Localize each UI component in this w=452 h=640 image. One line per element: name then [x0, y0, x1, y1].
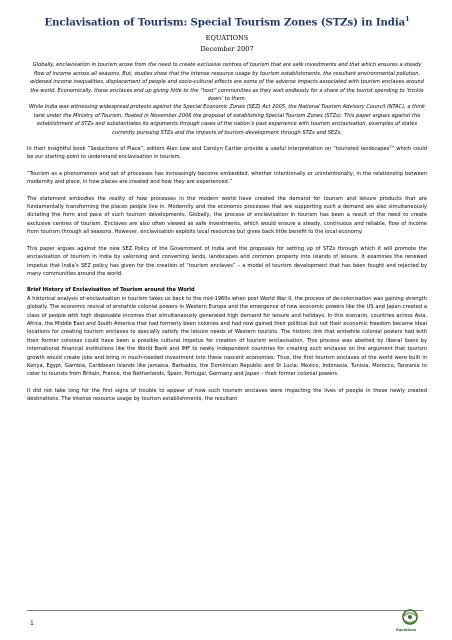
quote-paragraph: “Tourism as a phenomenon and set of processes has increasingly become embedded, whether intentionally or unintentionally, in the relationship between modernity and place, in how places are created and how they are experienced.” — [27, 170, 427, 186]
body-text — [27, 145, 427, 404]
logo-text: Equations — [396, 628, 417, 632]
document-title: Enclavisation of Tourism: Special Tourism Zones (STZs) in India$^1$ — [44, 15, 410, 29]
paragraph: The statement embodies the reality of how processes in the modern world have created the demand for tourism and leisure products that are fundamentally transforming the places people live in. Modernity and the economic processes that are supporting such a demand are also simultaneously dictating the form and pace of such tourism developments. Globally, the process of enclavisation in tourism has been a result of the need to create exclusive centres of tourism. Enclaves are also often viewed as safe investments, which would ensure a steady, continuous and reliable, flow of income from tourism through all seasons. However, enclavisation exploits local resources but gives back little benefit to the local economy. — [27, 195, 427, 236]
title-footnote-marker: 1 — [405, 15, 410, 23]
paragraph: This paper argues against the new SEZ Policy of the Government of India and the proposals for setting up of STZs through which it will promote the enclavisation of tourism in India by valorising and converting lands, landscapes and common property into islands of leisure. It examines the renewed impetus that India’s SEZ policy has given for the creation of “tourism enclaves” – a model of tourism development that has been fought and rejected by many communities around the world. — [27, 245, 427, 277]
abstract-paragraph: Globally, enclavisation in tourism arose from the need to create exclusive centres of tourism that are safe investments and that which ensures a steady flow of income across all seasons. But, studies show that the intense resource usage by tourism establishments, the resultant environmental pollution, widened income inequalities, displacement of people and socio-cultural effects are some of the adverse impacts associated with tourism enclaves around the world. Economically, these enclaves end up giving little to the “host” communities as they wait endlessly for a share of the tourist spending to ‘trickle down’ to them. — [30, 62, 424, 103]
paragraph: In their insightful book “Seductions of Place”, editors Alan Lew and Carolyn Cartier provide a useful interpretation on “touristed landscapes$^2$” which could be our starting point to understand enclavisation in tourism. — [27, 143, 427, 161]
abstract — [27, 61, 427, 137]
byline — [27, 33, 427, 55]
footer-divider — [27, 610, 423, 611]
page-number: 1 — [30, 620, 34, 627]
document-page — [27, 15, 427, 412]
equations-logo-icon — [394, 607, 426, 637]
date: December 2007 — [200, 45, 254, 54]
footnote-marker: 2 — [389, 143, 392, 149]
paragraph: It did not take long for the first signs of trouble to appear of how such tourism enclaves were impacting the lives of people in these newly created destinations. The intense resource usage by tourism establishments, the resultant — [27, 387, 427, 403]
section-heading: Brief History of Enclavisation of Tourism around the World — [27, 287, 195, 294]
author: EQUATIONS — [205, 34, 249, 43]
paragraph: A historical analysis of enclavisation in tourism takes us back to the mid-1960s when post World War II, the process of de-colonisation was gaining strength globally. The economic revival of erstwhile colonial powers in Western Europe and the emergence of new economic powers like the US and Japan created a class of people with high disposable incomes that simultaneously generated high demand for leisure and holidays. In this scenario, countries across Asia, Africa, the Middle East and South America that had formerly been colonies and had now gained their political but not their economic freedom became ideal locations for creating tourism enclaves to specially satisfy the leisure needs of Western tourists. The historic link that erstwhile colonial powers had with their former colonies could have been a possible cultural impetus for creation of tourism enclavisation. This process was abetted by liberal loans by international financial institutions like the World Bank and IMF to newly independent countries for creating such enclaves on the argument that tourism growth would create jobs and bring in much-needed investment into these nascent economies. Thus, the first tourism enclaves of the world were built in Kenya, Egypt, Gambia, Caribbean Islands like Jamaica, Barbados, the Dominican Republic and St Lucia; Mexico, Indonesia, Tunisia, Morocco, Tanzania to cater to tourists from Britain, France, the Netherlands, Spain, Portugal, Germany and Japan – their former colonial powers. — [27, 295, 427, 378]
abstract-paragraph: While India was witnessing widespread protests against the Special Economic Zones (SEZ) Act 2005, the National Tourism Advisory Council (NTAC), a think tank under the Ministry of Tourism, floated in November 2006 the proposal of establishing Special Tourism Zones (STZs). This paper argues against the establishment of STZs and substantiates its arguments through cases of the nation’s past experience with tourism enclavisation, examples of states currently pursuing STZs and the impacts of tourism development through STZs and SEZs. — [29, 104, 425, 136]
